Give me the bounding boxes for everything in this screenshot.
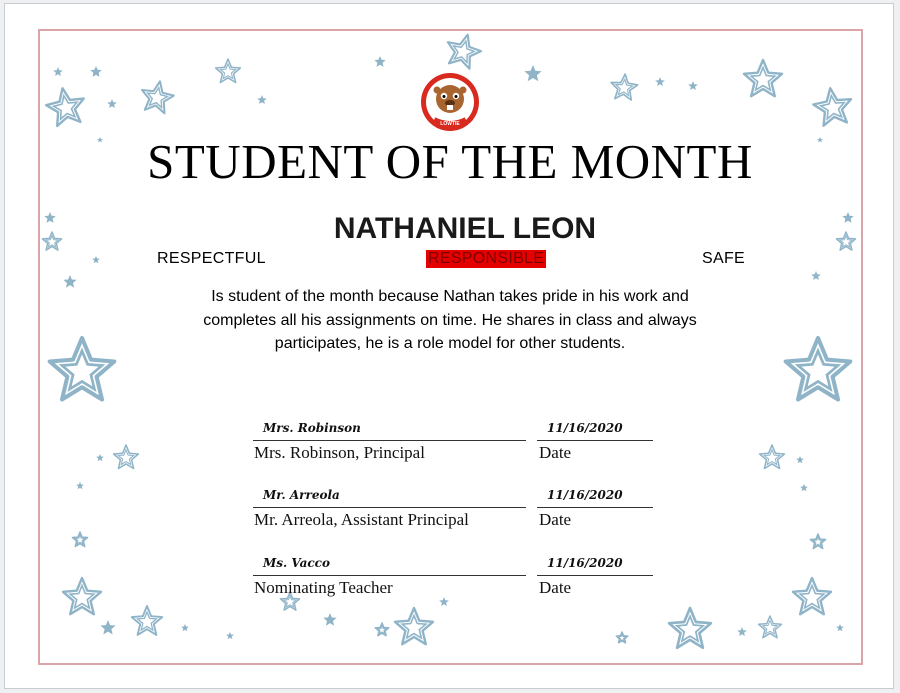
- assistant-principal-signature-line: [253, 507, 526, 508]
- teacher-title: Nominating Teacher: [254, 578, 393, 597]
- teacher-date-label: Date: [539, 578, 572, 597]
- teacher-signature-line: [253, 575, 526, 576]
- principal-date-label: Date: [539, 443, 572, 462]
- teacher-signature: Ms. Vacco: [263, 556, 330, 570]
- beaver-mascot-logo: [420, 72, 480, 132]
- assistant-principal-signature: Mr. Arreola: [263, 488, 340, 502]
- award-reason: [160, 285, 740, 356]
- value-respectful: RESPECTFUL: [157, 250, 266, 267]
- certificate-title: STUDENT OF THE MONTH: [147, 134, 753, 189]
- reason-line: participates, he is a role model for other students.: [274, 335, 626, 352]
- principal-signature-line: [253, 440, 526, 441]
- reason-line: Is student of the month because Nathan takes pride in his work and: [211, 288, 689, 305]
- value-responsible-highlighted: RESPONSIBLE: [428, 250, 545, 267]
- student-name: NATHANIEL LEON: [333, 212, 597, 245]
- reason-line: completes all his assignments on time. He shares in class and always: [203, 311, 697, 329]
- assistant-principal-title: Mr. Arreola, Assistant Principal: [254, 510, 469, 529]
- assistant-principal-date-line: [537, 507, 653, 508]
- principal-signed-date: 11/16/2020: [547, 421, 623, 435]
- assistant-principal-date-label: Date: [539, 510, 572, 529]
- principal-date-line: [537, 440, 653, 441]
- teacher-date-line: [537, 575, 653, 576]
- teacher-signed-date: 11/16/2020: [547, 556, 623, 570]
- assistant-principal-signed-date: 11/16/2020: [547, 488, 623, 502]
- principal-signature: Mrs. Robinson: [263, 421, 361, 435]
- logo-text: LOWTIE: [440, 121, 460, 127]
- value-safe: SAFE: [702, 250, 745, 267]
- principal-title: Mrs. Robinson, Principal: [254, 443, 425, 462]
